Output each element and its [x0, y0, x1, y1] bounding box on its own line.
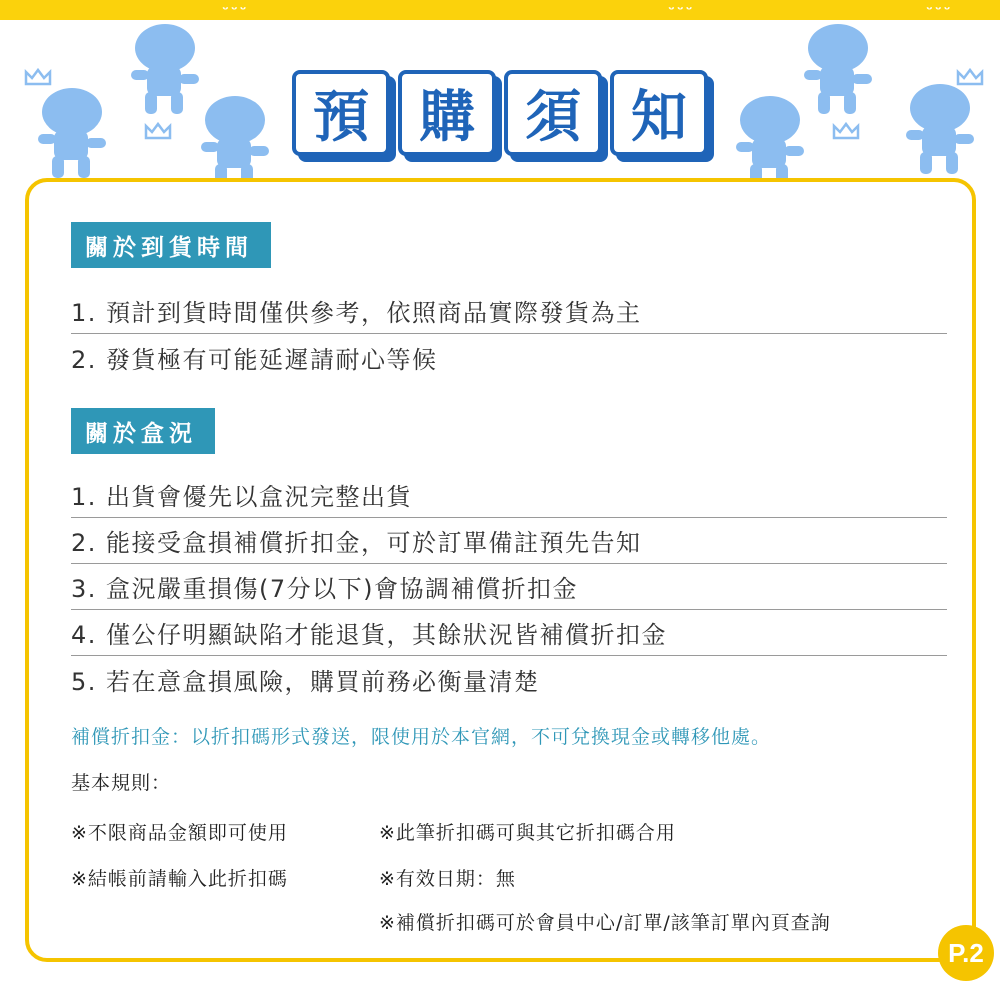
page-number-badge: P.2 [938, 925, 994, 981]
list-item: 5. 若在意盒損風險，購買前務必衡量清楚 [71, 667, 540, 696]
box-section-header: 關於盒況 [71, 408, 215, 454]
rules-title: 基本規則： [71, 772, 172, 794]
list-item: 2. 能接受盒損補償折扣金，可於訂單備註預先告知 [71, 518, 947, 564]
list-item: 1. 出貨會優先以盒況完整出貨 [71, 472, 947, 518]
crown-icon: ᵕᵕᵕ [926, 2, 953, 18]
list-item: 4. 僅公仔明顯缺陷才能退貨，其餘狀況皆補償折扣金 [71, 610, 947, 656]
title-char: 預 [292, 70, 390, 156]
arrival-section-header: 關於到貨時間 [71, 222, 271, 268]
list-item: 1. 預計到貨時間僅供參考，依照商品實際發貨為主 [71, 288, 947, 334]
rule-item: ※此筆折扣碼可與其它折扣碼合用 [379, 822, 676, 844]
list-item: 2. 發貨極有可能延遲請耐心等候 [71, 345, 438, 374]
rule-item: ※不限商品金額即可使用 [71, 822, 288, 844]
rule-item: ※有效日期：無 [379, 868, 516, 890]
compensation-note: 補償折扣金：以折扣碼形式發送，限使用於本官網，不可兌換現金或轉移他處。 [71, 726, 772, 748]
page-title [0, 70, 1000, 156]
list-item: 3. 盒況嚴重損傷(7分以下)會協調補償折扣金 [71, 564, 947, 610]
crown-icon: ᵕᵕᵕ [222, 2, 249, 18]
rule-item: ※結帳前請輸入此折扣碼 [71, 868, 288, 890]
rule-item: ※補償折扣碼可於會員中心/訂單/該筆訂單內頁查詢 [379, 912, 831, 934]
title-char: 知 [610, 70, 708, 156]
title-char: 購 [398, 70, 496, 156]
crown-icon: ᵕᵕᵕ [668, 2, 695, 18]
title-char: 須 [504, 70, 602, 156]
notice-card [25, 178, 976, 962]
